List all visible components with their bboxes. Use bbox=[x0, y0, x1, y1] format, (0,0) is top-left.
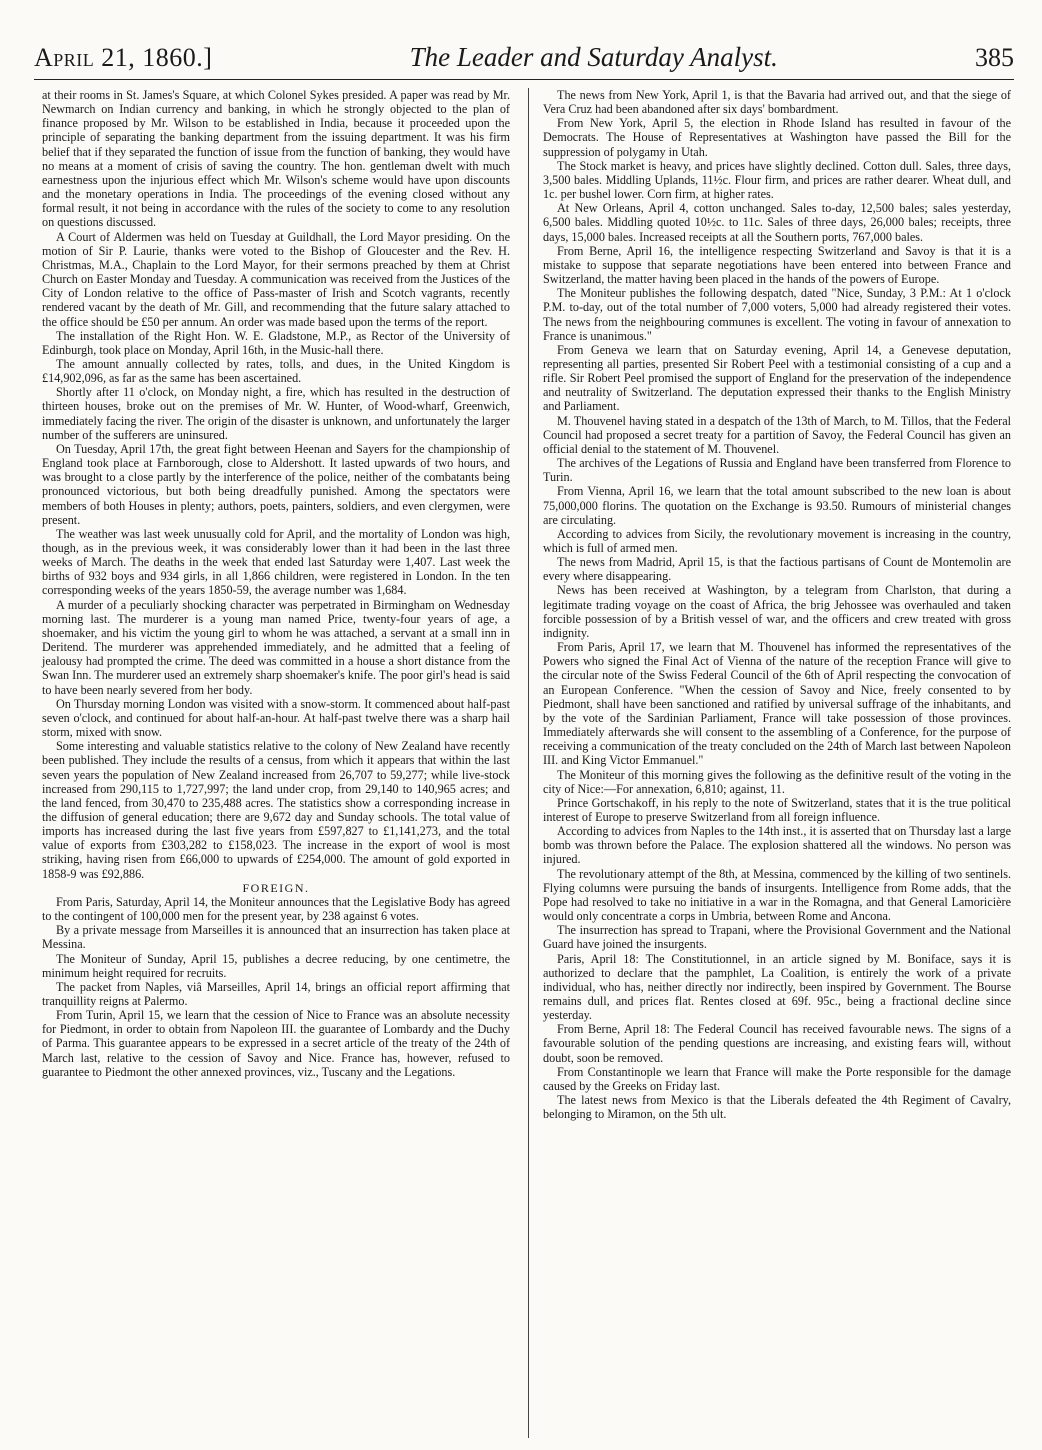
article-paragraph: The revolutionary attempt of the 8th, at Messina, commenced by the killing of two sentinels. Flying columns were pursuing the bands of insurgents. Intelligence from Rome adds, that the Pope had resolved to take no initiative in a war in the Romagna, and that General Lamoricière would only concentrate a corps in Umbria, between Rome and Ancona. bbox=[543, 866, 1011, 924]
foreign-news-continued bbox=[543, 88, 1011, 1121]
article-paragraph: On Thursday morning London was visited with a snow-storm. It commenced about half-past seven o'clock, and continued for about half-an-hour. At half-past twelve there was a sharp hail storm, mixed with snow. bbox=[42, 696, 510, 740]
article-paragraph: Some interesting and valuable statistics relative to the colony of New Zealand have recently been published. They include the results of a census, from which it appears that within the last seven years the population of New Zealand increased from 26,707 to 59,277; while live-stock increased from 290,115 to 1,727,997; the land under crop, from 29,140 to 140,965 acres; and the land fenced, from 30,470 to 235,488 acres. The statistics show a corresponding increase in the diffusion of general education; there are 9,672 day and Sunday schools. The total value of imports has increased during the last five years from £597,827 to £1,141,273, and the total value of exports from £303,282 to £158,023. The increase in the export of wool is most striking, having risen from £66,000 to upwards of £254,000. The amount of gold exported in 1858-9 was £92,886. bbox=[42, 739, 510, 881]
article-paragraph: A murder of a peculiarly shocking character was perpetrated in Birmingham on Wednesday morning last. The murderer is a young man named Price, twenty-four years of age, a shoemaker, and his victim the young girl to whom he was attached, a servant at a small inn in Deritend. The murderer was apprehended immediately, and he admitted that a feeling of jealousy had prompted the crime. The deed was committed in a house a short distance from the Swan Inn. The murderer used an extremely sharp shoemaker's knife. The poor girl's head is said to have been nearly severed from her body. bbox=[42, 597, 510, 697]
article-paragraph: From New York, April 5, the election in Rhode Island has resulted in favour of the Democrats. The House of Representatives at Washington have passed the Bill for the suppression of polygamy in Utah. bbox=[543, 116, 1011, 159]
article-paragraph: The amount annually collected by rates, tolls, and dues, in the United Kingdom is £14,902,096, as far as the same has been ascertained. bbox=[42, 356, 510, 386]
article-paragraph: Shortly after 11 o'clock, on Monday night, a fire, which has resulted in the destruction of thirteen houses, broke out on the premises of Mr. W. Hunter, of Wood-wharf, Greenwich, immediately facing the river. The origin of the disaster is unknown, and unfortunately the larger number of the sufferers are uninsured. bbox=[42, 385, 510, 442]
publication-title: The Leader and Saturday Analyst. bbox=[409, 42, 778, 72]
section-heading-foreign: FOREIGN. bbox=[242, 880, 310, 895]
article-paragraph: Paris, April 18: The Constitutionnel, in an article signed by M. Boniface, says it is authorized to declare that the pamphlet, La Coalition, is entirely the work of a private individual, who has, neither directly nor indirectly, been inspired by Government. The Bourse remains dull, and prices flat. Rentes closed at 69f. 95c., being a fractional decline since yesterday. bbox=[543, 951, 1011, 1023]
article-paragraph: The Moniteur publishes the following despatch, dated "Nice, Sunday, 3 P.M.: At 1 o'clock P.M. to-day, out of the total number of 7,000 voters, 5,000 had already registered their votes. The news from the neighbouring communes is excellent. The voting in favour of annexation to France is unanimous." bbox=[543, 286, 1011, 343]
article-paragraph: By a private message from Marseilles it is announced that an insurrection has taken place at Messina. bbox=[42, 923, 510, 952]
article-paragraph: According to advices from Sicily, the revolutionary movement is increasing in the country, which is full of armed men. bbox=[543, 526, 1011, 555]
article-paragraph: From Constantinople we learn that France will make the Porte responsible for the damage caused by the Greeks on Friday last. bbox=[543, 1064, 1011, 1093]
article-paragraph: From Vienna, April 16, we learn that the total amount subscribed to the new loan is about 75,000,000 florins. The quotation on the Exchange is 93.50. Rumours of ministerial changes are circulating. bbox=[543, 484, 1011, 527]
masthead bbox=[34, 42, 1014, 80]
article-paragraph: From Paris, April 17, we learn that M. Thouvenel has informed the representatives of the Powers who signed the Final Act of Vienna of the nature of the reception France will give to the circular note of the Swiss Federal Council of the 6th of April respecting the convocation of an European Conference. "When the cession of Savoy and Nice, freely consented to by Piedmont, shall have been sanctioned and ratified by universal suffrage of the inhabitants, and by the vote of the Sardinian Parliament, France will take possession of those provinces. Immediately afterwards she will consent to the assembling of a Conference, for the purpose of receiving a communication of the treaty concluded on the 24th of March last between Napoleon III. and King Victor Emmanuel." bbox=[543, 640, 1011, 768]
article-paragraph: According to advices from Naples to the 14th inst., it is asserted that on Thursday last a large bomb was thrown before the Palace. The explosion shattered all the windows. No person was injured. bbox=[543, 824, 1011, 867]
article-paragraph: At New Orleans, April 4, cotton unchanged. Sales to-day, 12,500 bales; sales yesterday, 6,500 bales. Middling quoted 10½c. to 11c. Sales of three days, 26,000 bales; receipts, three days, 15,000 bales. Increased receipts at all the Southern ports, 767,000 bales. bbox=[543, 201, 1011, 244]
article-paragraph: Prince Gortschakoff, in his reply to the note of Switzerland, states that it is the true political interest of Europe to preserve Switzerland from all foreign influence. bbox=[543, 795, 1011, 824]
left-column bbox=[34, 88, 510, 1438]
columns bbox=[34, 88, 1014, 1438]
article-paragraph: The Stock market is heavy, and prices have slightly declined. Cotton dull. Sales, three days, 3,500 bales. Middling Uplands, 11½c. Flour firm, and prices are rather dearer. Wheat dull, and 1c. per bushel lower. Corn firm, at higher rates. bbox=[543, 158, 1011, 202]
article-paragraph: The packet from Naples, viâ Marseilles, April 14, brings an official report affirming that tranquillity reigns at Palermo. bbox=[42, 979, 510, 1008]
article-paragraph: The archives of the Legations of Russia and England have been transferred from Florence to Turin. bbox=[543, 456, 1011, 485]
article-paragraph: The latest news from Mexico is that the Liberals defeated the 4th Regiment of Cavalry, belonging to Miramon, on the 5th ult. bbox=[543, 1093, 1011, 1122]
article-paragraph: From Paris, Saturday, April 14, the Moniteur announces that the Legislative Body has agreed to the contingent of 100,000 men for the present year, by 238 against 6 votes. bbox=[42, 894, 510, 924]
article-paragraph: at their rooms in St. James's Square, at which Colonel Sykes presided. A paper was read by Mr. Newmarch on Indian currency and banking, in which he strongly objected to the plan of finance proposed by Mr. Wilson to be established in India, because it proceeded upon the principle of separating the banking department from the issuing department. It was his firm belief that if they separated the function of issue from the function of banking, they would have no means at a moment of crisis of saving the country. The hon. gentleman dwelt with much earnestness upon the injurious effect which Mr. Wilson's scheme would have upon discounts and the monetary operations in India. The proceedings of the evening closed without any formal result, it not being in accordance with the rules of the society to come to any resolution on questions discussed. bbox=[42, 88, 510, 230]
home-news-section bbox=[42, 88, 510, 881]
article-paragraph: On Tuesday, April 17th, the great fight between Heenan and Sayers for the championship of England took place at Farnborough, close to Aldershott. It lasted upwards of two hours, and was brought to a close partly by the interference of the police, neither of the combatants being pronounced victorious, but both being dreadfully punished. Among the spectators were members of both Houses in plenty; authors, poets, painters, soldiers, and even clergymen, were present. bbox=[42, 441, 510, 527]
article-paragraph: From Berne, April 18: The Federal Council has received favourable news. The signs of a favourable solution of the pending questions are increasing, and existing fears will, without doubt, soon be removed. bbox=[543, 1022, 1011, 1065]
article-paragraph: A Court of Aldermen was held on Tuesday at Guildhall, the Lord Mayor presiding. On the motion of Sir P. Laurie, thanks were voted to the Bishop of Gloucester and the Rev. H. Christmas, M.A., Chaplain to the Lord Mayor, for their sermons preached by them at Christ Church on Easter Monday and Tuesday. A communication was received from the Justices of the City of London relative to the office of Pass-master of Irish and Scotch vagrants, recently rendered vacant by the death of Mr. Gill, and recommending that the future salary attached to the office should be £50 per annum. An order was made based upon the terms of the report. bbox=[42, 229, 510, 329]
issue-date: April 21, 1860.] bbox=[34, 43, 213, 72]
article-paragraph: M. Thouvenel having stated in a despatch of the 13th of March, to M. Tillos, that the Federal Council had proposed a secret treaty for a partition of Savoy, the Federal Council has given an official denial to the statement of M. Thouvenel. bbox=[543, 413, 1011, 456]
article-paragraph: From Geneva we learn that on Saturday evening, April 14, a Genevese deputation, representing all parties, presented Sir Robert Peel with a testimonial consisting of a cup and a rifle. Sir Robert Peel promised the support of England for the preservation of the independence and neutrality of Switzerland. The deputation expressed their thanks to the English Ministry and Parliament. bbox=[543, 342, 1011, 414]
article-paragraph: The installation of the Right Hon. W. E. Gladstone, M.P., as Rector of the University of Edinburgh, took place on Monday, April 16th, in the Music-hall there. bbox=[42, 328, 510, 357]
article-paragraph: From Berne, April 16, the intelligence respecting Switzerland and Savoy is that it is a mistake to suppose that separate negotiations have been entered into between France and Switzerland, the matter having been placed in the hands of the powers of Europe. bbox=[543, 243, 1011, 287]
right-column bbox=[529, 88, 1011, 1438]
foreign-news-section bbox=[42, 895, 510, 1079]
article-paragraph: The Moniteur of this morning gives the following as the definitive result of the voting in the city of Nice:—For annexation, 6,810; against, 11. bbox=[543, 767, 1011, 796]
article-paragraph: The news from New York, April 1, is that the Bavaria had arrived out, and that the siege of Vera Cruz had been abandoned after six days' bombardment. bbox=[543, 88, 1011, 117]
article-paragraph: The insurrection has spread to Trapani, where the Provisional Government and the National Guard have joined the insurgents. bbox=[543, 923, 1011, 952]
page-number: 385 bbox=[975, 43, 1014, 72]
article-paragraph: News has been received at Washington, by a telegram from Charlston, that during a legitimate trading voyage on the coast of Africa, the brig Jehossee was overhauled and taken forcible possession of by a British vessel of war, and the officers and crew treated with gross indignity. bbox=[543, 583, 1011, 640]
article-paragraph: The Moniteur of Sunday, April 15, publishes a decree reducing, by one centimetre, the minimum height required for recruits. bbox=[42, 951, 510, 980]
article-paragraph: The weather was last week unusually cold for April, and the mortality of London was high, though, as in the previous week, it was considerably lower than it had been in the last three weeks of March. The deaths in the week that ended last Saturday were 1,407. Last week the births of 932 boys and 934 girls, in all 1,866 children, were registered in London. In the ten corresponding weeks of the years 1850-59, the average number was 1,684. bbox=[42, 526, 510, 598]
article-paragraph: The news from Madrid, April 15, is that the factious partisans of Count de Montemolin are every where disappearing. bbox=[543, 555, 1011, 584]
article-paragraph: From Turin, April 15, we learn that the cession of Nice to France was an absolute necessity for Piedmont, in order to obtain from Napoleon III. the guarantee of Lombardy and the Duchy of Parma. This guarantee appears to be expressed in a secret article of the treaty of the 24th of March last, relative to the cession of Savoy and Nice. France has, however, refused to guarantee to Piedmont the other annexed provinces, viz., Tuscany and the Legations. bbox=[42, 1008, 510, 1079]
